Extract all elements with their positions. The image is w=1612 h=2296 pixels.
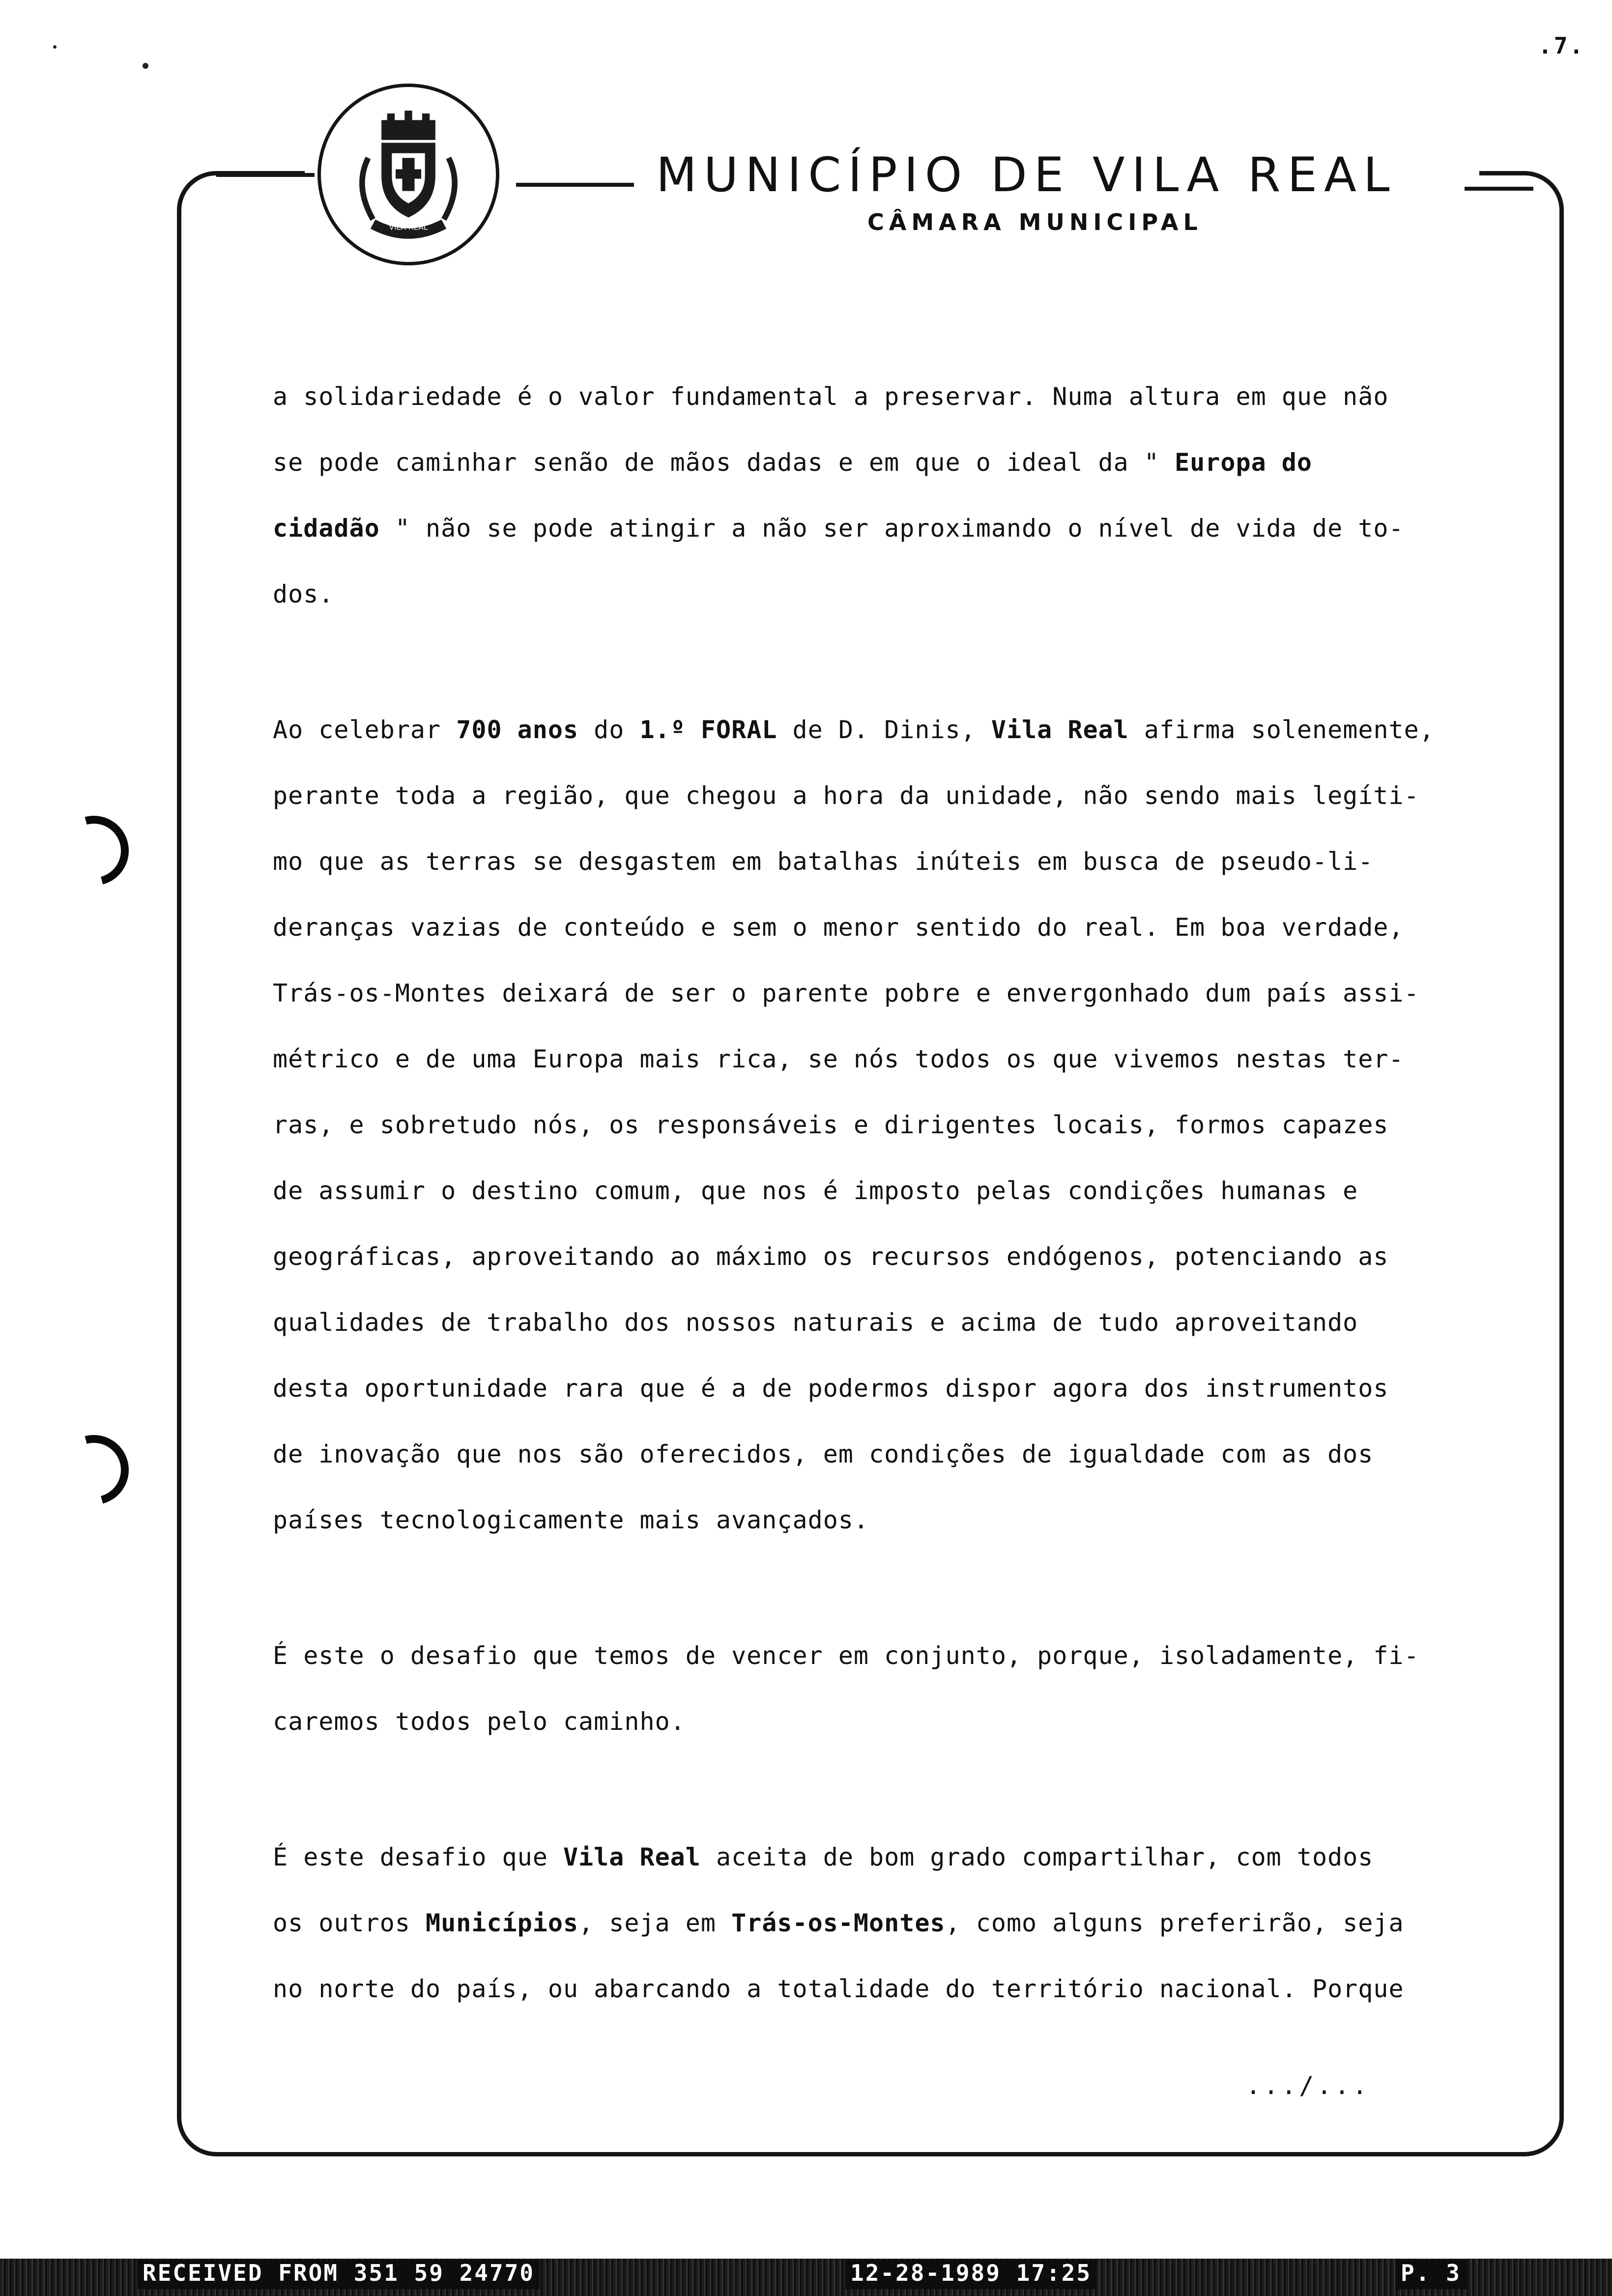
text-line: [273, 763, 1531, 829]
text-line: [273, 697, 1531, 763]
text-line: [273, 1421, 1531, 1487]
bold-phrase: 1.º FORAL: [639, 716, 777, 744]
page-number: .7.: [1538, 32, 1585, 59]
coat-of-arms-icon: [321, 87, 496, 262]
text-run: deranças vazias de conteúdo e sem o menor sentido do real. Em boa verdade,: [273, 913, 1404, 942]
paragraph-4: [273, 1824, 1531, 2022]
council-subtitle: CÂMARA MUNICIPAL: [867, 209, 1203, 235]
text-run: qualidades de trabalho dos nossos naturais e acima de tudo aproveitando: [273, 1308, 1358, 1337]
seal-ribbon-text: VILA REAL: [389, 223, 428, 232]
bold-phrase: cidadão: [273, 514, 380, 543]
bold-phrase: Vila Real: [991, 716, 1129, 744]
text-run: dos.: [273, 580, 334, 608]
text-run: , como alguns preferirão, seja: [945, 1909, 1404, 1937]
text-line: [273, 1890, 1531, 1956]
text-line: [273, 430, 1531, 495]
paragraph-1: [273, 364, 1531, 627]
text-run: afirma solenemente,: [1128, 716, 1435, 744]
text-line: [273, 829, 1531, 894]
text-run: " não se pode atingir a não ser aproximando o nível de vida de to-: [379, 514, 1404, 543]
text-line: [273, 1092, 1531, 1158]
fax-datetime: 12-28-1989 17:25: [845, 2260, 1096, 2289]
text-run: os outros: [273, 1909, 426, 1937]
punch-hole-upper: [46, 803, 142, 898]
text-line: [273, 1956, 1531, 2022]
text-run: se pode caminhar senão de mãos dadas e em que o ideal da ": [273, 448, 1175, 477]
text-run: Trás-os-Montes deixará de ser o parente pobre e envergonhado dum país assi-: [273, 979, 1419, 1007]
text-run: a solidariedade é o valor fundamental a preservar. Numa altura em que não: [273, 382, 1389, 411]
municipal-seal: [317, 84, 499, 265]
text-line: [273, 1026, 1531, 1092]
text-run: do: [578, 716, 640, 744]
text-line: [273, 364, 1531, 430]
paragraph-2: [273, 697, 1531, 1553]
fax-page-label: P. 3: [1396, 2260, 1466, 2289]
municipality-title: MUNICÍPIO DE VILA REAL: [656, 147, 1397, 202]
header-rule-middle: [516, 183, 634, 187]
text-run: no norte do país, ou abarcando a totalidade do território nacional. Porque: [273, 1975, 1404, 2003]
text-line: [273, 1158, 1531, 1224]
text-run: , seja em: [578, 1909, 732, 1937]
text-line: [273, 1623, 1531, 1689]
bold-phrase: Vila Real: [563, 1843, 701, 1871]
punch-hole-lower: [46, 1422, 142, 1518]
text-run: É este o desafio que temos de vencer em conjunto, porque, isoladamente, fi-: [273, 1641, 1419, 1670]
text-line: [273, 1487, 1531, 1553]
text-run: desta oportunidade rara que é a de podermos dispor agora dos instrumentos: [273, 1374, 1389, 1403]
text-run: mo que as terras se desgastem em batalhas inúteis em busca de pseudo-li-: [273, 847, 1374, 876]
text-run: de assumir o destino comum, que nos é imposto pelas condições humanas e: [273, 1177, 1358, 1205]
text-line: [273, 1224, 1531, 1290]
letter-body: [273, 364, 1531, 2092]
fax-received-from: RECEIVED FROM 351 59 24770: [138, 2260, 540, 2289]
text-run: aceita de bom grado compartilhar, com todos: [700, 1843, 1374, 1871]
bold-phrase: Municípios: [426, 1909, 579, 1937]
text-run: países tecnologicamente mais avançados.: [273, 1506, 869, 1534]
text-run: geográficas, aproveitando ao máximo os recursos endógenos, potenciando as: [273, 1242, 1389, 1271]
text-line: [273, 960, 1531, 1026]
text-run: perante toda a região, que chegou a hora da unidade, não sendo mais legíti-: [273, 781, 1419, 810]
text-line: [273, 1689, 1531, 1754]
continuation-mark: .../...: [1246, 2071, 1370, 2100]
bold-phrase: Europa do: [1175, 448, 1312, 477]
text-run: Ao celebrar: [273, 716, 457, 744]
scan-speck: [143, 63, 148, 69]
header-rule-left: [216, 173, 315, 177]
text-line: [273, 894, 1531, 960]
text-run: caremos todos pelo caminho.: [273, 1707, 686, 1736]
text-line: [273, 495, 1531, 561]
text-run: É este desafio que: [273, 1843, 563, 1871]
text-run: de inovação que nos são oferecidos, em condições de igualdade com as dos: [273, 1440, 1374, 1468]
header-rule-right: [1465, 187, 1533, 191]
text-line: [273, 561, 1531, 627]
text-line: [273, 1824, 1531, 1890]
paragraph-3: [273, 1623, 1531, 1754]
bold-phrase: Trás-os-Montes: [731, 1909, 946, 1937]
text-run: ras, e sobretudo nós, os responsáveis e dirigentes locais, formos capazes: [273, 1111, 1389, 1139]
text-run: métrico e de uma Europa mais rica, se nós todos os que vivemos nestas ter-: [273, 1045, 1404, 1073]
text-line: [273, 1290, 1531, 1355]
bold-phrase: 700 anos: [456, 716, 579, 744]
scan-speck: [53, 45, 57, 49]
text-run: de D. Dinis,: [777, 716, 991, 744]
text-line: [273, 1355, 1531, 1421]
